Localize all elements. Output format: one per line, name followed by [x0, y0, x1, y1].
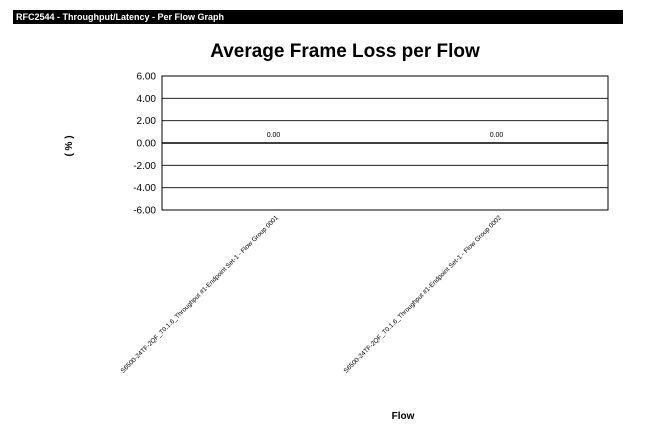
- y-tick-labels: [133, 72, 156, 217]
- y-tick-label: 2.00: [136, 116, 156, 128]
- y-tick-label: 4.00: [136, 93, 156, 105]
- y-axis-title: ( % ): [64, 135, 75, 157]
- x-axis-title: Flow: [391, 411, 415, 422]
- y-tick-label: 6.00: [136, 71, 156, 83]
- x-tick-labels: [120, 214, 504, 375]
- y-tick-label: -6.00: [133, 205, 156, 217]
- data-label: 0.00: [489, 132, 504, 139]
- data-label: 0.00: [266, 132, 281, 139]
- y-tick-label: -4.00: [133, 183, 156, 195]
- header-title: RFC2544 - Throughput/Latency - Per Flow Graph: [16, 12, 225, 22]
- y-tick-label: 0.00: [136, 138, 156, 150]
- chart-title: Average Frame Loss per Flow: [210, 41, 480, 62]
- x-tick-label: S6500-24TF-2QF_T0.1.6_Throughput #1-Endpoint Set-1 - Flow Group 0002: [342, 214, 503, 375]
- bar-layer: [267, 132, 504, 139]
- grid-layer: [162, 76, 608, 210]
- x-tick-label: S6500-24TF-2QF_T0.1.6_Throughput #1-Endpoint Set-1 - Flow Group 0001: [119, 214, 280, 375]
- y-tick-label: -2.00: [133, 160, 156, 172]
